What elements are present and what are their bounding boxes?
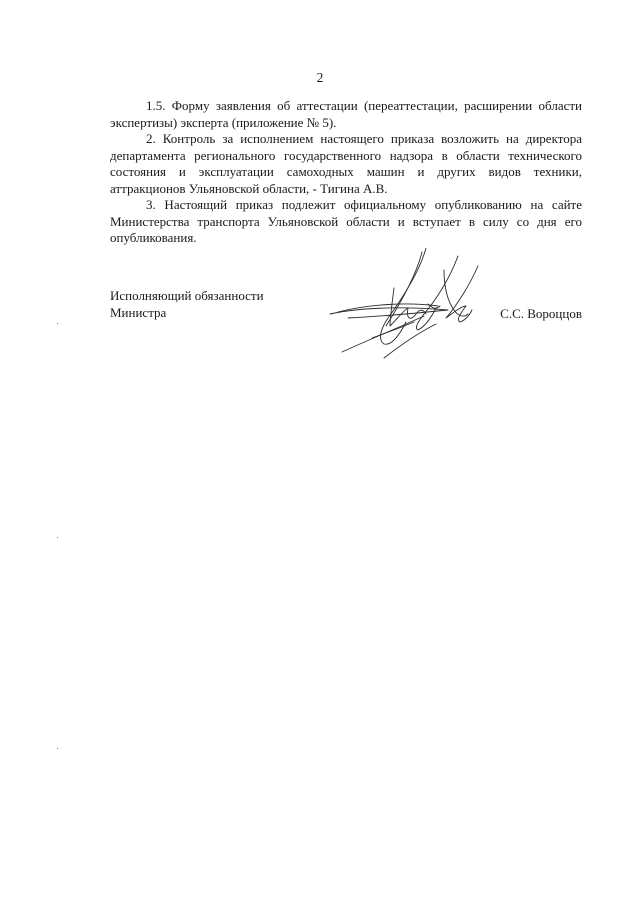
paragraph-3: 3. Настоящий приказ подлежит официальному опубликованию на сайте Министерства транспорта Ульяновской области и вступает в силу со дня его опубликования. [110,197,582,245]
margin-mark [57,323,58,324]
signatory-name: С.С. Вороццов [500,306,582,321]
paragraph-2: 2. Контроль за исполнением настоящего приказа возложить на директора департамента регионального государственного надзора в области технического состояния и эксплуатации самоходных машин и других видов техники, аттракционов Ульяновской области, - Тигина А.В. [110,131,582,196]
page-number: 2 [316,70,324,85]
signature-block [110,288,582,368]
signatory-position-line-1: Исполняющий обязанности [110,288,264,303]
handwritten-signature [328,248,488,368]
margin-mark [57,537,58,538]
signatory-position-line-2: Министра [110,304,167,320]
paragraph-1-5: 1.5. Форму заявления об аттестации (переаттестации, расширении области экспертизы) эксперта (приложение № 5). [110,98,582,130]
document-body [110,98,582,247]
margin-mark [57,748,58,749]
signatory-position [110,288,310,321]
